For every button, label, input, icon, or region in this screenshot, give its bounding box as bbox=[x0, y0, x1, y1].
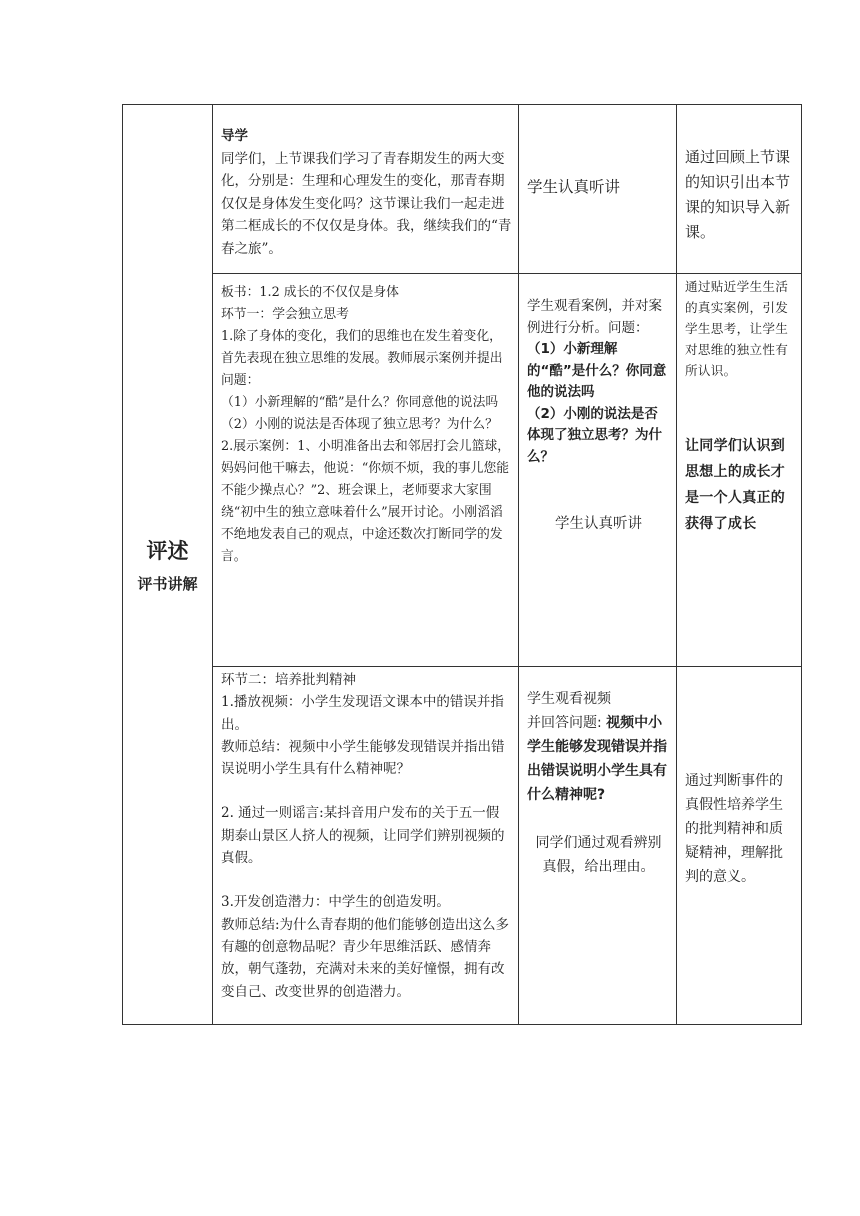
student-intro: 学生观看案例，并对案例进行分析。问题： bbox=[527, 298, 662, 336]
design-key-point: 让同学们认识到思想上的成长才是一个人真正的获得了成长 bbox=[685, 438, 786, 532]
teacher-line: 1.播放视频：小学生发现语文课本中的错误并指出。 bbox=[221, 694, 504, 733]
student-question: （2）小刚的说法是否体现了独立思考？为什么？ bbox=[527, 405, 662, 465]
teacher-line: 2. 通过一则谣言:某抖音用户发布的关于五一假期泰山景区人挤人的视频，让同学们辨别视频的真假。 bbox=[221, 805, 505, 867]
stage-subtitle: 评书讲解 bbox=[137, 575, 198, 593]
student-question: （1）小新理解的“酷”是什么？你同意他的说法吗 bbox=[527, 341, 667, 400]
teacher-activity-cell bbox=[213, 105, 519, 274]
teacher-line: 板书：1.2 成长的不仅仅是身体 bbox=[221, 285, 399, 300]
design-text: 通过判断事件的真假性培养学生的批判精神和质疑精神，理解批判的意义。 bbox=[685, 772, 783, 885]
teacher-line: 3.开发创造潜力：中学生的创造发明。 bbox=[221, 894, 450, 911]
stage-cell bbox=[123, 105, 213, 1025]
student-listen: 学生认真听讲 bbox=[555, 516, 642, 532]
student-text: 学生认真听讲 bbox=[527, 178, 621, 196]
student-activity-cell bbox=[519, 274, 677, 667]
teacher-line: 教师总结：视频中小学生能够发现错误并指出错误说明小学生具有什么精神呢？ bbox=[221, 738, 505, 778]
student-activity-cell bbox=[519, 105, 677, 274]
student-question: 视频中小学生能够发现错误并指出错误说明小学生具有什么精神呢? bbox=[527, 715, 667, 803]
teacher-line: （1）小新理解的“酷”是什么？你同意他的说法吗 bbox=[221, 395, 499, 410]
teacher-line: 2.展示案例：1、小明准备出去和邻居打会儿篮球，妈妈问他干嘛去，他说：“你烦不烦，我的事儿您能不能少操点心？”2、班会课上，老师要求大家围绕“初中生的独立意味着什么”展开讨论。小刚滔滔不绝地发表自己的观点，中途还数次打断同学的发言。 bbox=[221, 439, 511, 564]
teacher-line: 1.除了身体的变化，我们的思维也在发生着变化，首先表现在独立思维的发展。教师展示案例并提出问题： bbox=[221, 329, 503, 388]
design-text: 通过贴近学生生活的真实案例，引发学生思考，让学生对思维的独立性有所认识。 bbox=[685, 279, 789, 378]
design-text: 通过回顾上节课的知识引出本节课的知识导入新课。 bbox=[685, 148, 791, 241]
design-intent-cell bbox=[677, 274, 802, 667]
student-activity-cell bbox=[519, 667, 677, 1025]
teacher-activity-cell bbox=[213, 274, 519, 667]
teacher-line: 环节一：学会独立思考 bbox=[221, 307, 349, 322]
design-intent-cell bbox=[677, 105, 802, 274]
teacher-line: （2）小刚的说法是否体现了独立思考？为什么？ bbox=[221, 417, 498, 432]
teacher-line: 教师总结:为什么青春期的他们能够创造出这么多有趣的创意物品呢？青少年思维活跃、感情奔放，朝气蓬勃，充满对未来的美好憧憬，拥有改变自己、改变世界的创造潜力。 bbox=[221, 916, 510, 1000]
student-line: 学生观看视频 bbox=[527, 691, 611, 707]
lesson-table bbox=[122, 104, 802, 1025]
design-intent-cell bbox=[677, 667, 802, 1025]
section-heading: 导学 bbox=[221, 128, 248, 144]
student-line-prefix: 并回答问题: bbox=[527, 715, 602, 731]
teacher-line: 环节二：培养批判精神 bbox=[221, 672, 356, 688]
teacher-text: 同学们，上节课我们学习了青春期发生的两大变化，分别是：生理和心理发生的变化，那青春期仅仅是身体发生变化吗？这节课让我们一起走进第二框成长的不仅仅是身体。我，继续我们的“青春之旅”。 bbox=[221, 150, 512, 257]
teacher-activity-cell bbox=[213, 667, 519, 1025]
student-discuss: 同学们通过观看辨别真假，给出理由。 bbox=[535, 835, 662, 875]
stage-title: 评述 bbox=[146, 539, 189, 563]
